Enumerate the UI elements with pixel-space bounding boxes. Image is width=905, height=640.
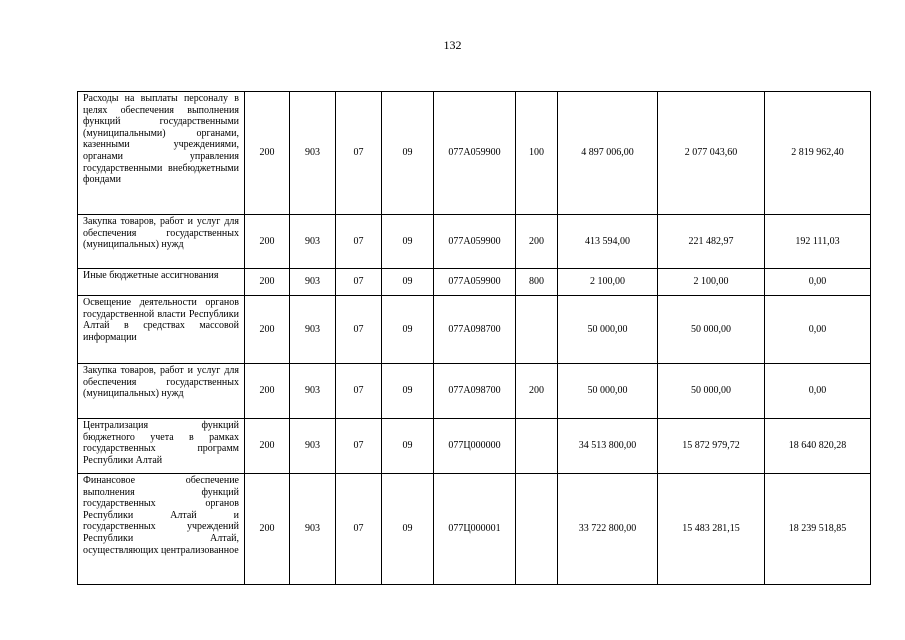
ministry-code: 903 <box>290 364 336 419</box>
budget-table <box>77 91 871 585</box>
target-article: 077А059900 <box>434 92 516 215</box>
amount-cell: 2 100,00 <box>558 269 658 296</box>
section-code: 07 <box>336 364 382 419</box>
target-article: 077А098700 <box>434 296 516 364</box>
admin-code: 200 <box>245 296 290 364</box>
subsection-code: 09 <box>382 92 434 215</box>
subsection-code: 09 <box>382 296 434 364</box>
amount-cell: 33 722 800,00 <box>558 474 658 585</box>
amount-cell: 50 000,00 <box>658 296 765 364</box>
admin-code: 200 <box>245 419 290 474</box>
row-description: Финансовое обеспечение выполнения функций государственных органов Республики Алтай и государственных учреждений Республики Алтай, осуществляющих централизованное <box>78 474 245 585</box>
expense-type <box>516 419 558 474</box>
expense-type <box>516 296 558 364</box>
expense-type: 200 <box>516 364 558 419</box>
ministry-code: 903 <box>290 215 336 269</box>
row-description: Иные бюджетные ассигнования <box>78 269 245 296</box>
target-article: 077Ц000000 <box>434 419 516 474</box>
table-row <box>78 92 871 215</box>
section-code: 07 <box>336 269 382 296</box>
admin-code: 200 <box>245 215 290 269</box>
amount-cell: 0,00 <box>765 364 871 419</box>
expense-type: 100 <box>516 92 558 215</box>
section-code: 07 <box>336 92 382 215</box>
amount-cell: 50 000,00 <box>558 296 658 364</box>
target-article: 077А059900 <box>434 215 516 269</box>
expense-type: 800 <box>516 269 558 296</box>
amount-cell: 2 100,00 <box>658 269 765 296</box>
row-description: Освещение деятельности органов государственной власти Республики Алтай в средствах массовой информации <box>78 296 245 364</box>
table-row <box>78 474 871 585</box>
amount-cell: 2 077 043,60 <box>658 92 765 215</box>
table-row <box>78 419 871 474</box>
expense-type: 200 <box>516 215 558 269</box>
section-code: 07 <box>336 296 382 364</box>
table-row <box>78 364 871 419</box>
subsection-code: 09 <box>382 215 434 269</box>
target-article: 077Ц000001 <box>434 474 516 585</box>
admin-code: 200 <box>245 364 290 419</box>
section-code: 07 <box>336 215 382 269</box>
subsection-code: 09 <box>382 364 434 419</box>
ministry-code: 903 <box>290 419 336 474</box>
section-code: 07 <box>336 419 382 474</box>
admin-code: 200 <box>245 269 290 296</box>
subsection-code: 09 <box>382 419 434 474</box>
target-article: 077А059900 <box>434 269 516 296</box>
ministry-code: 903 <box>290 474 336 585</box>
amount-cell: 2 819 962,40 <box>765 92 871 215</box>
table-row <box>78 215 871 269</box>
expense-type <box>516 474 558 585</box>
amount-cell: 4 897 006,00 <box>558 92 658 215</box>
amount-cell: 221 482,97 <box>658 215 765 269</box>
row-description: Централизация функций бюджетного учета в рамках государственных программ Республики Алтай <box>78 419 245 474</box>
section-code: 07 <box>336 474 382 585</box>
amount-cell: 15 872 979,72 <box>658 419 765 474</box>
admin-code: 200 <box>245 92 290 215</box>
admin-code: 200 <box>245 474 290 585</box>
subsection-code: 09 <box>382 474 434 585</box>
subsection-code: 09 <box>382 269 434 296</box>
target-article: 077А098700 <box>434 364 516 419</box>
ministry-code: 903 <box>290 92 336 215</box>
row-description: Закупка товаров, работ и услуг для обеспечения государственных (муниципальных) нужд <box>78 364 245 419</box>
amount-cell: 0,00 <box>765 296 871 364</box>
row-description: Расходы на выплаты персоналу в целях обеспечения выполнения функций государственными (муниципальными) органами, казенными учреждениями, органами управления государственными внебюджетными фондами <box>78 92 245 215</box>
amount-cell: 18 640 820,28 <box>765 419 871 474</box>
table-row <box>78 296 871 364</box>
amount-cell: 50 000,00 <box>558 364 658 419</box>
amount-cell: 50 000,00 <box>658 364 765 419</box>
amount-cell: 15 483 281,15 <box>658 474 765 585</box>
amount-cell: 34 513 800,00 <box>558 419 658 474</box>
amount-cell: 413 594,00 <box>558 215 658 269</box>
amount-cell: 18 239 518,85 <box>765 474 871 585</box>
amount-cell: 0,00 <box>765 269 871 296</box>
ministry-code: 903 <box>290 296 336 364</box>
amount-cell: 192 111,03 <box>765 215 871 269</box>
table-row <box>78 269 871 296</box>
row-description: Закупка товаров, работ и услуг для обеспечения государственных (муниципальных) нужд <box>78 215 245 269</box>
page-number: 132 <box>443 38 462 52</box>
ministry-code: 903 <box>290 269 336 296</box>
